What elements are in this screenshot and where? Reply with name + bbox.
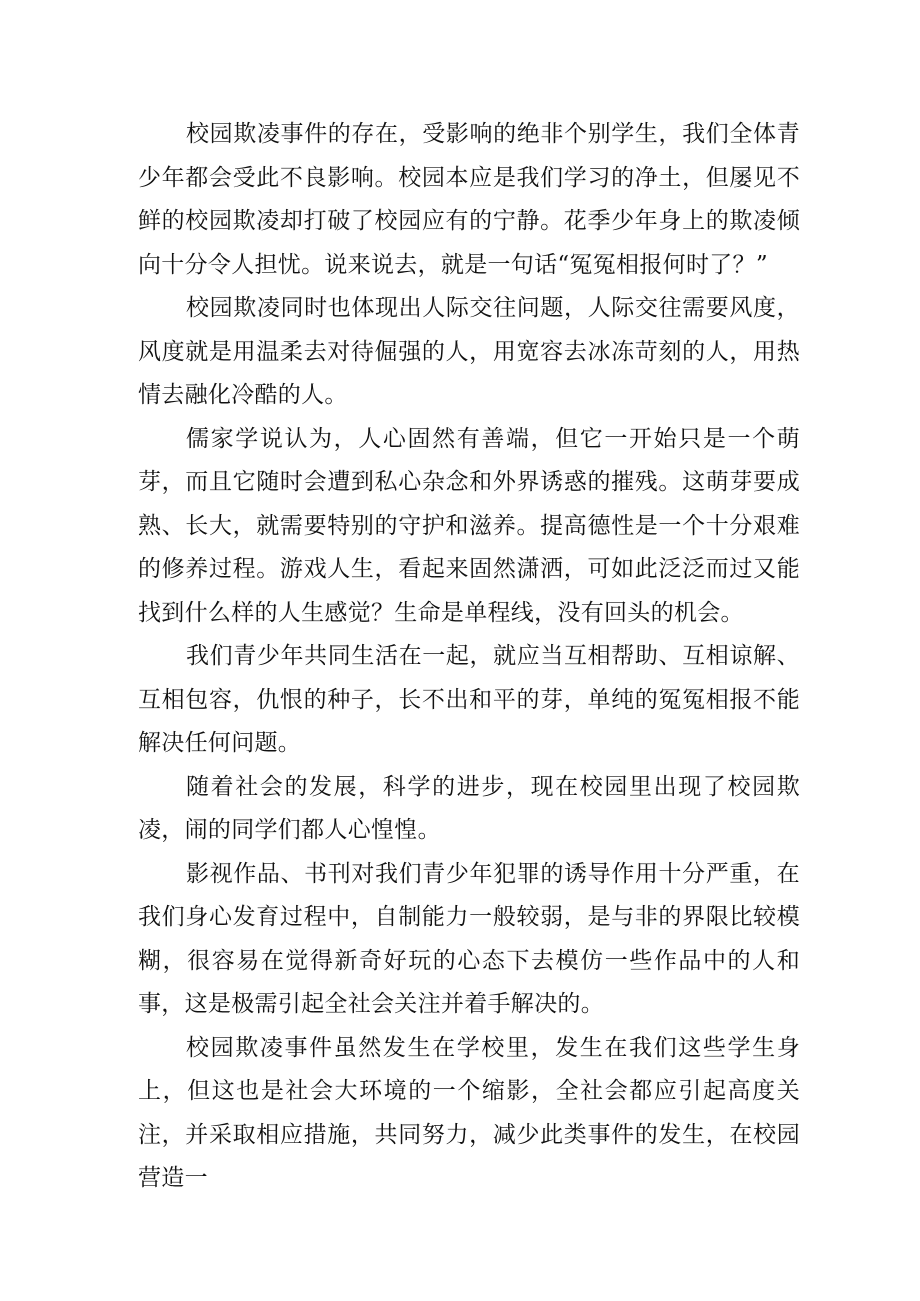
paragraph-6: 影视作品、书刊对我们青少年犯罪的诱导作用十分严重，在我们身心发育过程中，自制能力一般较弱，是与非的界限比较模糊，很容易在觉得新奇好玩的心态下去模仿一些作品中的人和事，这是极需引起全社会关注并着手解决的。 <box>138 860 800 1017</box>
document-body <box>138 113 800 1201</box>
paragraph-2: 校园欺凌同时也体现出人际交往问题，人际交往需要风度，风度就是用温柔去对待倔强的人，用宽容去冰冻苛刻的人，用热情去融化冷酷的人。 <box>138 295 800 408</box>
paragraph-4: 我们青少年共同生活在一起，就应当互相帮助、互相谅解、互相包容，仇恨的种子，长不出和平的芽，单纯的冤冤相报不能解决任何问题。 <box>138 643 800 756</box>
paragraph-5: 随着社会的发展，科学的进步，现在校园里出现了校园欺凌，闹的同学们都人心惶惶。 <box>138 773 800 843</box>
paragraph-7: 校园欺凌事件虽然发生在学校里，发生在我们这些学生身上，但这也是社会大环境的一个缩影，全社会都应引起高度关注，并采取相应措施，共同努力，减少此类事件的发生，在校园营造一 <box>138 1034 800 1191</box>
paragraph-1: 校园欺凌事件的存在，受影响的绝非个别学生，我们全体青少年都会受此不良影响。校园本应是我们学习的净土，但屡见不鲜的校园欺凌却打破了校园应有的宁静。花季少年身上的欺凌倾向十分令人担忧。说来说去，就是一句话“冤冤相报何时了？” <box>138 121 800 278</box>
paragraph-3: 儒家学说认为，人心固然有善端，但它一开始只是一个萌芽，而且它随时会遭到私心杂念和外界诱惑的摧残。这萌芽要成熟、长大，就需要特别的守护和滋养。提高德性是一个十分艰难的修养过程。游戏人生，看起来固然潇洒，可如此泛泛而过又能找到什么样的人生感觉？生命是单程线，没有回头的机会。 <box>138 425 800 626</box>
